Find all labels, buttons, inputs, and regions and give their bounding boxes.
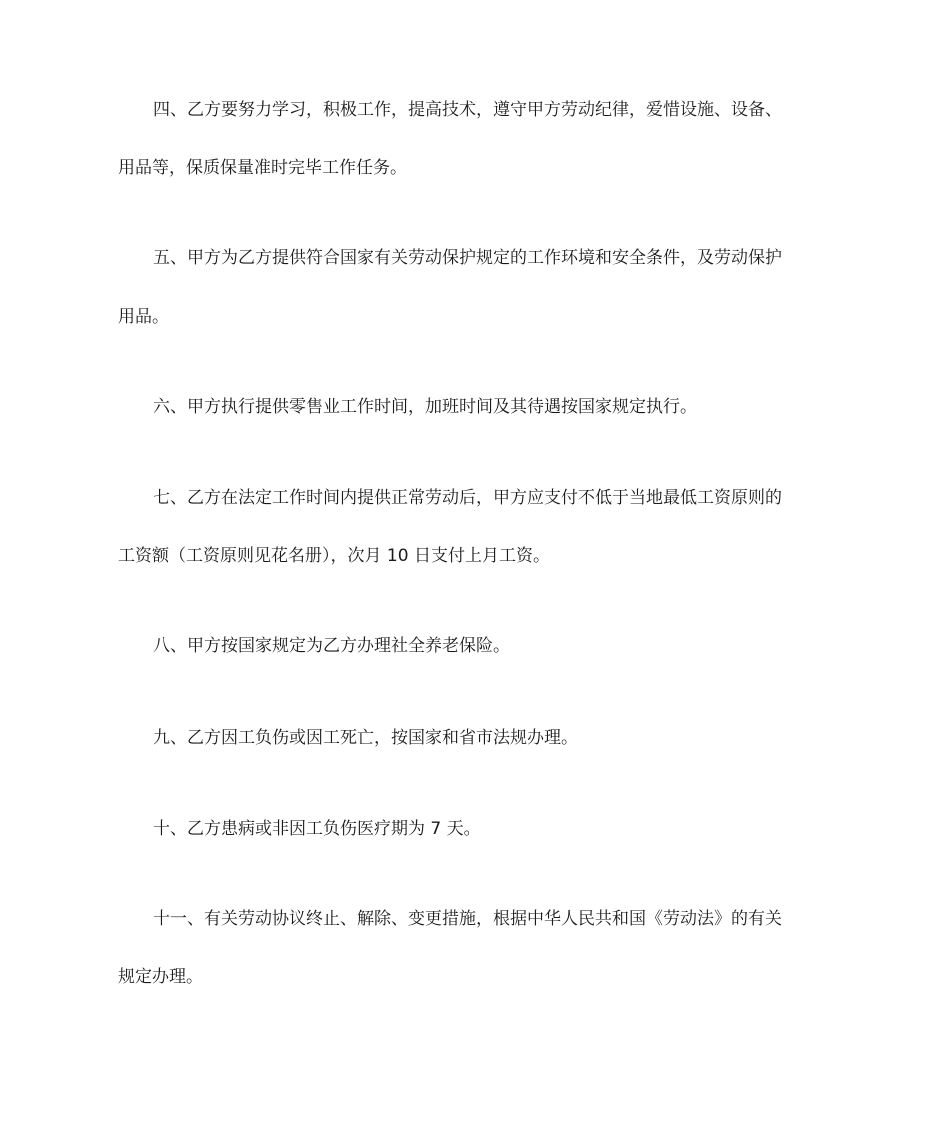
- clause-4-line-1: 四、乙方要努力学习，积极工作，提高技术，遵守甲方劳动纪律，爱惜设施、设备、: [153, 100, 782, 120]
- clause-6-line-1: 六、甲方执行提供零售业工作时间，加班时间及其待遇按国家规定执行。: [153, 397, 697, 417]
- clause-7-line-2: 工资额（工资原则见花名册），次月 10 日支付上月工资。: [118, 546, 550, 566]
- clause-5-line-2: 用品。: [118, 307, 169, 327]
- clause-11-line-1: 十一、有关劳动协议终止、解除、变更措施，根据中华人民共和国《劳动法》的有关: [153, 909, 782, 929]
- clause-9-line-1: 九、乙方因工负伤或因工死亡，按国家和省市法规办理。: [153, 728, 578, 748]
- clause-11-line-2: 规定办理。: [118, 967, 203, 987]
- clause-8-line-1: 八、甲方按国家规定为乙方办理社全养老保险。: [153, 636, 510, 656]
- clause-10-line-1: 十、乙方患病或非因工负伤医疗期为 7 天。: [153, 819, 481, 839]
- clause-7-line-1: 七、乙方在法定工作时间内提供正常劳动后，甲方应支付不低于当地最低工资原则的: [153, 488, 782, 508]
- clause-4-line-2: 用品等，保质保量准时完毕工作任务。: [118, 158, 407, 178]
- clause-5-line-1: 五、甲方为乙方提供符合国家有关劳动保护规定的工作环境和安全条件，及劳动保护: [153, 248, 782, 268]
